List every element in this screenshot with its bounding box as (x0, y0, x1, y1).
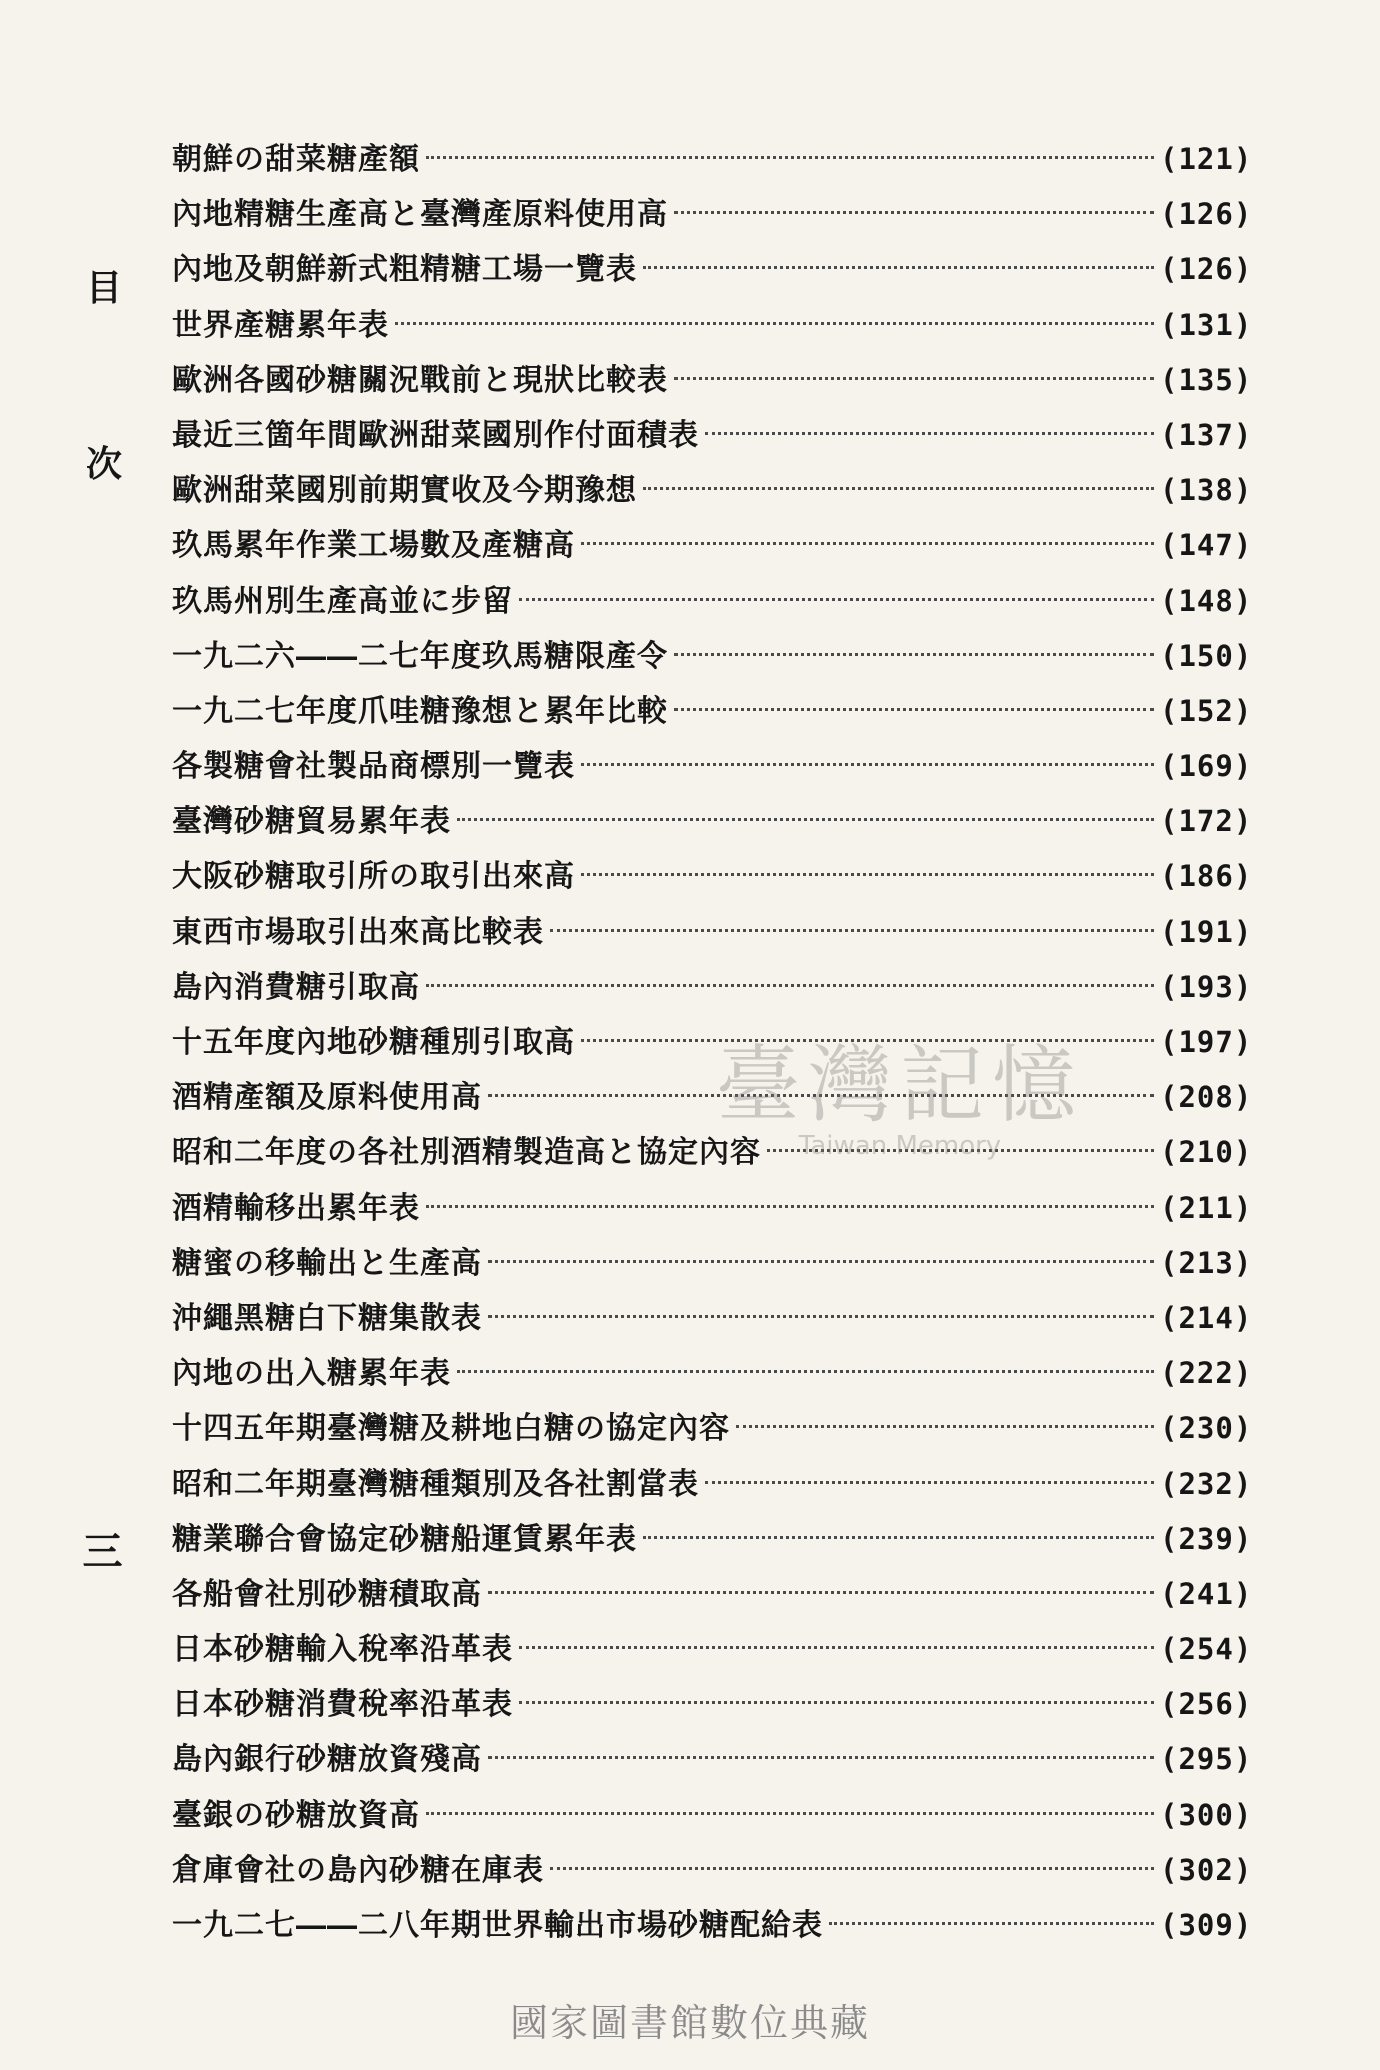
dot-leader (488, 1756, 1154, 1759)
toc-entry-page: (169) (1160, 749, 1253, 784)
dot-leader (674, 211, 1154, 214)
toc-entry (172, 1072, 1253, 1127)
toc-entry (172, 907, 1253, 962)
toc-entry (172, 962, 1253, 1017)
toc-entry (172, 1679, 1253, 1734)
dot-leader (457, 1370, 1154, 1373)
toc-entry-page: (121) (1160, 142, 1253, 176)
side-title (84, 267, 124, 485)
side-page-number: 三 (76, 1530, 123, 1570)
toc-entry (172, 1569, 1253, 1624)
toc-entry-page: (172) (1160, 804, 1253, 839)
toc-entry-page: (126) (1160, 197, 1253, 232)
toc-entry (172, 1183, 1253, 1238)
dot-leader (426, 1812, 1154, 1815)
toc-entry-title: 一九二七年度爪哇糖豫想と累年比較 (172, 693, 668, 729)
toc-entry-title: 歐洲各國砂糖關況戰前と現狀比較表 (172, 362, 668, 398)
dot-leader (426, 984, 1154, 987)
toc-entry-page: (147) (1160, 528, 1253, 563)
dot-leader (705, 432, 1154, 435)
toc-entry-title: 各船會社別砂糖積取高 (172, 1576, 482, 1612)
toc-entry-page: (138) (1160, 473, 1253, 508)
dot-leader (488, 1315, 1154, 1318)
toc-entry-page: (222) (1160, 1356, 1253, 1391)
toc-entry-title: 一九二七――二八年期世界輸出市場砂糖配給表 (172, 1908, 823, 1943)
toc-entry (172, 686, 1253, 741)
dot-leader (705, 1481, 1154, 1484)
toc-entry-title: 大阪砂糖取引所の取引出來高 (172, 859, 575, 895)
dot-leader (643, 487, 1154, 490)
dot-leader (426, 156, 1154, 159)
toc-entry-title: 世界產糖累年表 (172, 307, 389, 343)
watermark-main: 臺灣記憶 (715, 1036, 1084, 1134)
toc-entry-title: 臺灣砂糖貿易累年表 (172, 804, 451, 840)
toc-entry-page: (148) (1160, 583, 1253, 618)
toc-entry-page: (131) (1160, 307, 1253, 342)
footer-credit: 國家圖書館數位典藏 (509, 2001, 870, 2045)
toc-entry-page: (232) (1160, 1466, 1253, 1501)
side-title-char: 次 (85, 443, 122, 485)
dot-leader (519, 1701, 1154, 1704)
toc-entry (172, 631, 1253, 686)
toc-entry-page: (300) (1160, 1797, 1253, 1832)
dot-leader (519, 598, 1154, 601)
toc-entry-title: 各製糖會社製品商標別一覽表 (172, 749, 575, 785)
toc-entry (172, 1845, 1253, 1900)
toc-entry-title: 日本砂糖輸入稅率沿革表 (172, 1632, 513, 1668)
toc-entry-page: (150) (1160, 638, 1253, 673)
toc-entry (172, 1790, 1253, 1845)
toc-entry-title: 朝鮮の甜菜糖產額 (172, 142, 420, 177)
toc-entry-page: (295) (1160, 1742, 1253, 1777)
table-of-contents (172, 134, 1253, 1955)
toc-entry (172, 1238, 1253, 1293)
toc-entry-page: (126) (1160, 252, 1253, 287)
toc-entry-page: (191) (1160, 914, 1253, 949)
toc-entry (172, 355, 1253, 410)
toc-entry-title: 十四五年期臺灣糖及耕地白糖の協定內容 (172, 1411, 730, 1447)
toc-entry-title: 昭和二年度の各社別酒精製造高と協定內容 (172, 1135, 761, 1171)
toc-entry (172, 189, 1253, 244)
toc-entry-page: (254) (1160, 1632, 1253, 1667)
toc-entry-title: 東西市場取引出來高比較表 (172, 914, 544, 950)
dot-leader (643, 1536, 1154, 1539)
toc-entry-title: 內地精糖生產高と臺灣產原料使用高 (172, 197, 668, 233)
toc-entry (172, 520, 1253, 575)
dot-leader (674, 653, 1154, 656)
toc-entry-page: (302) (1160, 1852, 1253, 1887)
toc-entry-page: (241) (1160, 1576, 1253, 1611)
toc-entry-title: 倉庫會社の島內砂糖在庫表 (172, 1852, 544, 1888)
toc-entry-title: 內地の出入糖累年表 (172, 1356, 451, 1392)
toc-entry (172, 1403, 1253, 1458)
toc-entry (172, 1514, 1253, 1569)
dot-leader (488, 1260, 1154, 1263)
toc-entry (172, 410, 1253, 465)
toc-entry-page: (256) (1160, 1687, 1253, 1722)
dot-leader (426, 1205, 1154, 1208)
toc-entry (172, 134, 1253, 189)
toc-entry-title: 沖繩黑糖白下糖集散表 (172, 1300, 482, 1336)
toc-entry-page: (230) (1160, 1411, 1253, 1446)
toc-entry (172, 1293, 1253, 1348)
toc-entry-page: (186) (1160, 859, 1253, 894)
dot-leader (581, 542, 1154, 545)
dot-leader (581, 873, 1154, 876)
dot-leader (488, 1094, 1154, 1097)
dot-leader (488, 1591, 1154, 1594)
toc-entry-title: 日本砂糖消費稅率沿革表 (172, 1687, 513, 1723)
dot-leader (550, 1867, 1154, 1870)
toc-entry-title: 糖業聯合會協定砂糖船運賃累年表 (172, 1521, 637, 1557)
toc-entry (172, 796, 1253, 851)
toc-entry (172, 741, 1253, 796)
dot-leader (643, 266, 1154, 269)
dot-leader (736, 1425, 1154, 1428)
dot-leader (581, 1039, 1154, 1042)
toc-entry-title: 糖蜜の移輸出と生產高 (172, 1245, 482, 1281)
toc-entry (172, 465, 1253, 520)
toc-entry-page: (211) (1160, 1190, 1253, 1225)
toc-entry-title: 酒精產額及原料使用高 (172, 1080, 482, 1116)
toc-entry (172, 244, 1253, 299)
side-title-char: 目 (85, 267, 122, 309)
dot-leader (519, 1646, 1154, 1649)
dot-leader (550, 929, 1154, 932)
toc-entry (172, 576, 1253, 631)
toc-entry-page: (193) (1160, 969, 1253, 1004)
toc-entry-page: (210) (1160, 1135, 1253, 1170)
toc-entry-page: (197) (1160, 1025, 1253, 1059)
dot-leader (395, 322, 1154, 325)
toc-entry-page: (214) (1160, 1300, 1253, 1335)
toc-entry-page: (135) (1160, 362, 1253, 397)
toc-entry-title: 玖馬州別生產高並に步留 (172, 583, 513, 619)
toc-entry-title: 歐洲甜菜國別前期實收及今期豫想 (172, 473, 637, 509)
dot-leader (767, 1149, 1154, 1152)
toc-entry-title: 最近三箇年間歐洲甜菜國別作付面積表 (172, 417, 699, 453)
dot-leader (829, 1922, 1154, 1925)
toc-entry (172, 851, 1253, 906)
toc-entry (172, 1900, 1253, 1955)
toc-entry (172, 300, 1253, 355)
toc-entry-page: (213) (1160, 1245, 1253, 1280)
toc-entry-page: (208) (1160, 1080, 1253, 1115)
toc-entry (172, 1017, 1253, 1072)
dot-leader (674, 708, 1154, 711)
toc-entry (172, 1127, 1253, 1182)
toc-entry-title: 島內消費糖引取高 (172, 969, 420, 1005)
toc-entry-page: (309) (1160, 1908, 1253, 1942)
toc-entry-page: (239) (1160, 1521, 1253, 1556)
toc-entry-title: 一九二六――二七年度玖馬糖限產令 (172, 638, 668, 674)
toc-entry (172, 1348, 1253, 1403)
toc-entry (172, 1624, 1253, 1679)
toc-entry-page: (137) (1160, 417, 1253, 452)
toc-entry-title: 十五年度內地砂糖種別引取高 (172, 1025, 575, 1060)
dot-leader (457, 818, 1154, 821)
toc-entry (172, 1459, 1253, 1514)
toc-entry (172, 1734, 1253, 1789)
toc-entry-title: 內地及朝鮮新式粗精糖工場一覽表 (172, 252, 637, 288)
toc-entry-title: 臺銀の砂糖放資高 (172, 1797, 420, 1833)
toc-entry-title: 玖馬累年作業工場數及產糖高 (172, 528, 575, 564)
dot-leader (674, 377, 1154, 380)
toc-entry-page: (152) (1160, 693, 1253, 728)
toc-entry-title: 島內銀行砂糖放資殘高 (172, 1742, 482, 1778)
dot-leader (581, 763, 1154, 766)
toc-entry-title: 昭和二年期臺灣糖種類別及各社割當表 (172, 1466, 699, 1502)
toc-entry-title: 酒精輸移出累年表 (172, 1190, 420, 1226)
watermark-sub: Taiwan Memory (798, 1131, 1002, 1161)
